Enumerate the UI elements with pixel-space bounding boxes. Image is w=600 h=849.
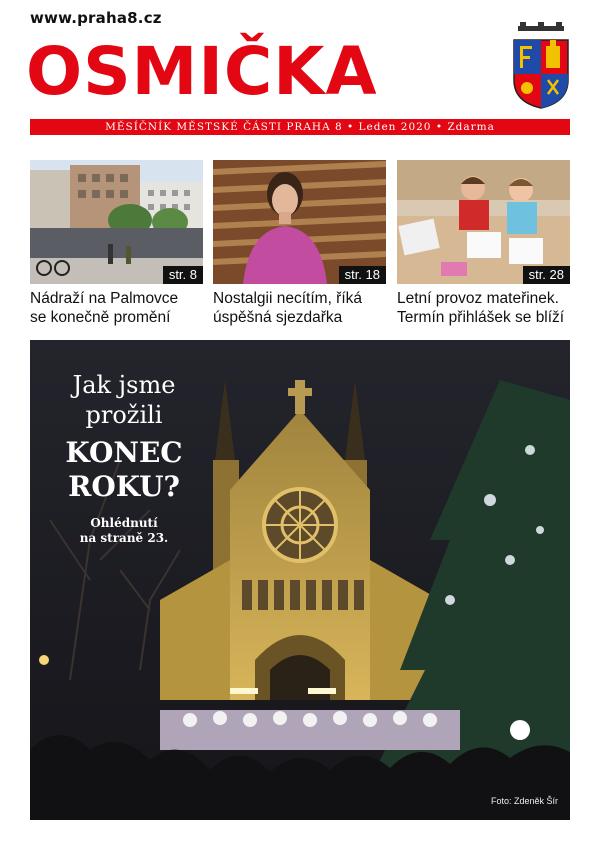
teaser-photo-sjezdarka <box>213 160 386 284</box>
cover-photo-church <box>30 340 570 820</box>
teaser-sjezdarka[interactable] <box>213 160 386 327</box>
teaser-caption[interactable]: Nádraží na Palmovce se konečně promění <box>30 290 179 326</box>
page-number-tag: str. 28 <box>523 266 570 284</box>
site-url[interactable]: www.praha8.cz <box>30 9 162 27</box>
praha8-coat-of-arms-icon <box>510 22 572 110</box>
masthead-title: OSMIČKA <box>26 33 378 110</box>
cover-headline: Jak jsme prožili KONEC ROKU? Ohlédnutí na straně 23. <box>54 370 194 546</box>
teaser-materinky[interactable] <box>397 160 570 327</box>
teaser-caption[interactable]: Nostalgii necítím, říká úspěšná sjezdařka <box>213 290 363 326</box>
photo-credit: Foto: Zdeněk Šír <box>490 796 558 806</box>
issue-subtitle-bar: MĚSÍČNÍK MĚSTSKÉ ČÁSTI PRAHA 8 • Leden 2020 • Zdarma <box>30 119 570 135</box>
teaser-caption[interactable]: Letní provoz mateřinek. Termín přihlášek se blíží <box>397 290 565 326</box>
teaser-photo-materinky <box>397 160 570 284</box>
page-number-tag: str. 18 <box>339 266 386 284</box>
cover-page-reference: Ohlédnutí na straně 23. <box>79 516 169 545</box>
teaser-palmovka[interactable] <box>30 160 203 327</box>
page-number-tag: str. 8 <box>163 266 203 284</box>
teaser-photo-palmovka <box>30 160 203 284</box>
